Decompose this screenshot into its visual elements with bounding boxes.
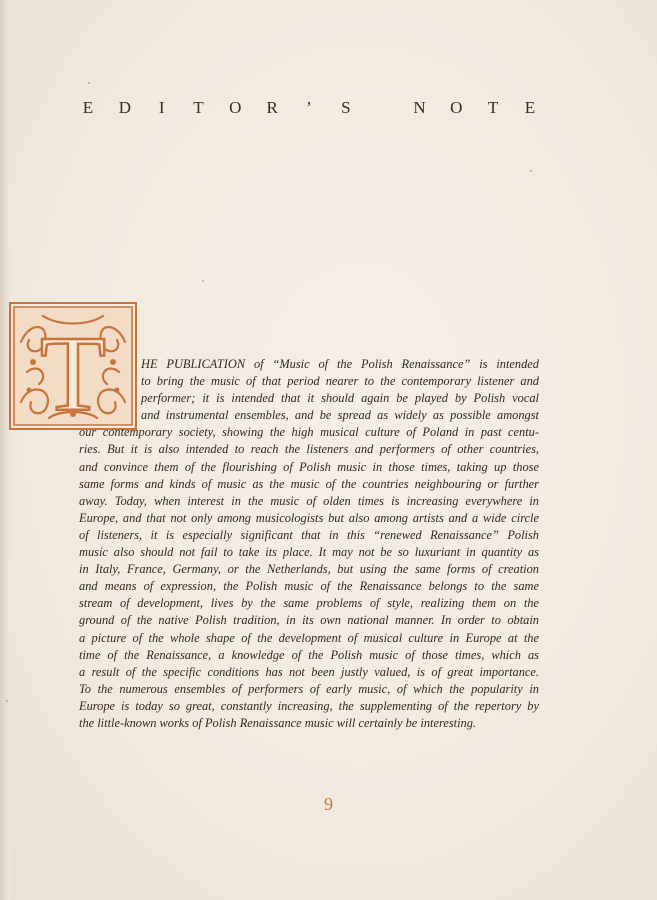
paper-speck: [6, 700, 8, 702]
page-spine-shadow: [0, 0, 10, 900]
chapter-heading: [79, 98, 539, 118]
body-text-line: a picture of the whole shape of the development of musical culture in Europe at the: [79, 630, 539, 645]
body-text-line: ground of the native Polish tradition, in its own national manner. In order to obtain: [79, 613, 539, 628]
body-text-line: HE PUBLICATION of “Music of the Polish Renaissance” is intended: [141, 357, 539, 371]
heading-letter: [374, 98, 392, 118]
body-text-line: To the numerous ensembles of performers of early music, of which the popularity in: [79, 681, 539, 696]
body-text-line: and instrumental ensembles, and be spread as widely as possible amongst: [141, 408, 539, 423]
drop-cap-letter: T: [40, 315, 106, 430]
body-text-line: stream of development, lives by the same problems of style, realizing them on the: [79, 596, 539, 611]
heading-letter: O: [229, 98, 242, 117]
heading-letter: ’: [306, 98, 312, 117]
heading-letter: E: [524, 98, 536, 117]
body-text-line: Europe is today so great, constantly increasing, the supplementing of the repertory by: [79, 698, 539, 713]
heading-letter: R: [266, 98, 278, 117]
body-text-line: music also should not fail to take its place. It may not be so luxuriant in quantity as: [79, 545, 539, 560]
body-text-line: ries. But it is also intended to reach the listeners and performers of other countries,: [79, 442, 539, 457]
body-text-line: a result of the specific conditions has not been justly valued, is of great importance.: [79, 664, 539, 679]
body-text-line: time of the Renaissance, a knowledge of the Polish music of those times, which as: [79, 647, 539, 662]
heading-letter: T: [487, 98, 499, 117]
heading-letter: T: [193, 98, 204, 117]
paper-speck: [88, 82, 90, 84]
paper-speck: [202, 280, 204, 282]
body-text-line: away. Today, when interest in the music of olden times is increasing everywhere in: [79, 493, 539, 508]
body-text-line: of listeners, it is especially significant that in this “renewed Renaissance” Polish: [79, 527, 539, 542]
body-text-line: the little-known works of Polish Renaissance music will certainly be interesting.: [79, 715, 477, 730]
editors-note-body: [79, 356, 539, 732]
heading-letter: D: [118, 98, 131, 117]
heading-letter: S: [341, 98, 351, 117]
body-text-line: performer; it is intended that it should again be played by Polish vocal: [141, 391, 539, 406]
body-text-line: our contemporary society, showing the high musical culture of Poland in past centu-: [79, 425, 539, 440]
body-text-line: to bring the music of that period nearer to the contemporary listener and: [141, 374, 539, 389]
page-number: 9: [324, 794, 333, 814]
body-text-line: and means of expression, the Polish music of the Renaissance belongs to the same: [79, 579, 539, 594]
body-text-line: and convince them of the flourishing of Polish music in those times, taking up those: [79, 459, 539, 474]
paper-speck: [530, 170, 532, 172]
heading-letter: I: [158, 98, 165, 117]
heading-letter: N: [413, 98, 426, 117]
body-text-line: in Italy, France, Germany, or the Netherlands, but using the same forms of creation: [79, 562, 539, 577]
body-text-line: same forms and kinds of music as the music of the countries neighbouring or further: [79, 476, 539, 491]
body-text-line: Europe, and that not only among musicologists but also among artists and a wide circle: [79, 510, 539, 525]
heading-letter: O: [450, 98, 463, 117]
heading-letter: E: [82, 98, 94, 117]
